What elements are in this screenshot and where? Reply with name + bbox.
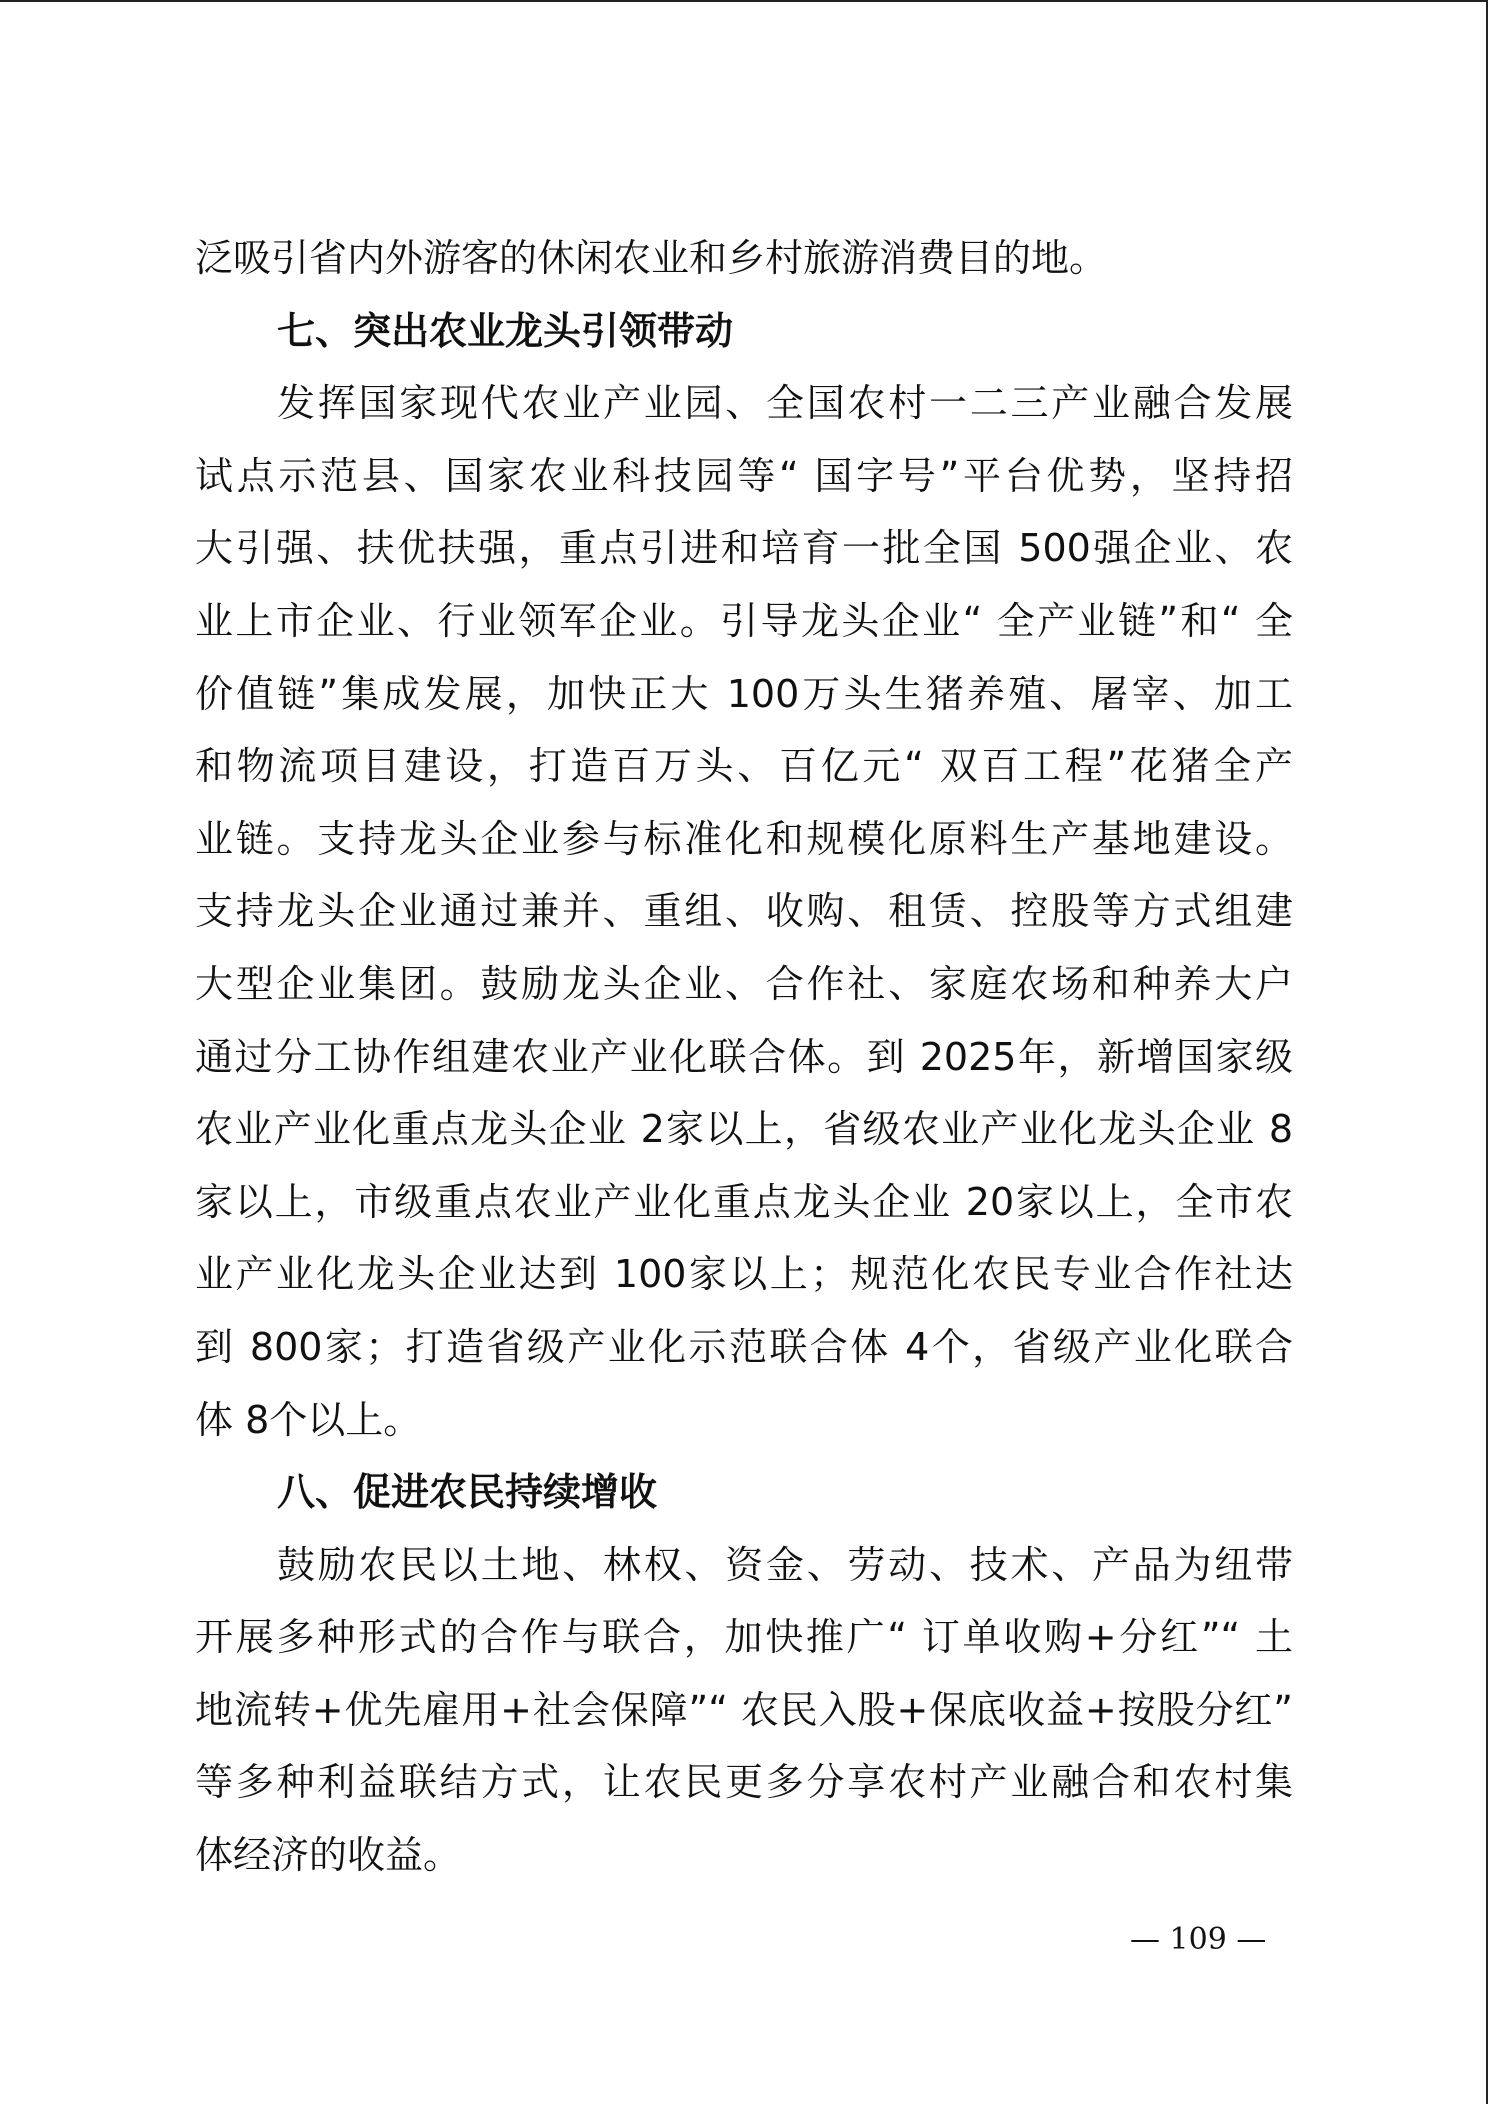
section-heading-8: 八、促进农民持续增收 — [277, 1470, 658, 1515]
paragraph-line: 通过分工协作组建农业产业化联合体。到 2025年，新增国家级 — [195, 1034, 1293, 1079]
paragraph-line: 家以上，市级重点农业产业化重点龙头企业 20家以上，全市农 — [195, 1179, 1293, 1224]
paragraph-line: 业上市企业、行业领军企业。引导龙头企业“ 全产业链”和“ 全 — [195, 598, 1293, 643]
paragraph-line: 业产业化龙头企业达到 100家以上；规范化农民专业合作社达 — [195, 1252, 1293, 1297]
paragraph-line: 大引强、扶优扶强，重点引进和培育一批全国 500强企业、农 — [195, 526, 1293, 571]
paragraph-line: 鼓励农民以土地、林权、资金、劳动、技术、产品为纽带 — [277, 1542, 1293, 1587]
paragraph-line: 泛吸引省内外游客的休闲农业和乡村旅游消费目的地。 — [195, 236, 1108, 280]
paragraph-line: 等多种利益联结方式，让农民更多分享农村产业融合和农村集 — [195, 1760, 1293, 1805]
top-border-line — [0, 0, 1488, 2]
page-number: — 109 — — [1130, 1922, 1267, 1957]
section-heading-7: 七、突出农业龙头引领带动 — [277, 308, 734, 353]
paragraph-line: 开展多种形式的合作与联合，加快推广“ 订单收购+分红”“ 土 — [195, 1615, 1293, 1660]
paragraph-line: 价值链”集成发展，加快正大 100万头生猪养殖、屠宰、加工 — [195, 671, 1293, 716]
paragraph-line: 和物流项目建设，打造百万头、百亿元“ 双百工程”花猪全产 — [195, 744, 1293, 789]
paragraph-line: 体经济的收益。 — [195, 1833, 462, 1878]
paragraph-line: 试点示范县、国家农业科技园等“ 国字号”平台优势，坚持招 — [195, 453, 1293, 498]
paragraph-line: 支持龙头企业通过兼并、重组、收购、租赁、控股等方式组建 — [195, 889, 1293, 934]
paragraph-line: 农业产业化重点龙头企业 2家以上，省级农业产业化龙头企业 8 — [195, 1107, 1293, 1152]
paragraph-line: 发挥国家现代农业产业园、全国农村一二三产业融合发展 — [277, 381, 1293, 426]
document-body — [195, 222, 1293, 1892]
paragraph-line: 地流转+优先雇用+社会保障”“ 农民入股+保底收益+按股分红” — [195, 1687, 1293, 1732]
paragraph-line: 大型企业集团。鼓励龙头企业、合作社、家庭农场和种养大户 — [195, 961, 1293, 1006]
paragraph-line: 业链。支持龙头企业参与标准化和规模化原料生产基地建设。 — [195, 816, 1293, 861]
paragraph-line: 到 800家；打造省级产业化示范联合体 4个，省级产业化联合 — [195, 1324, 1293, 1369]
paragraph-line: 体 8个以上。 — [195, 1397, 422, 1442]
